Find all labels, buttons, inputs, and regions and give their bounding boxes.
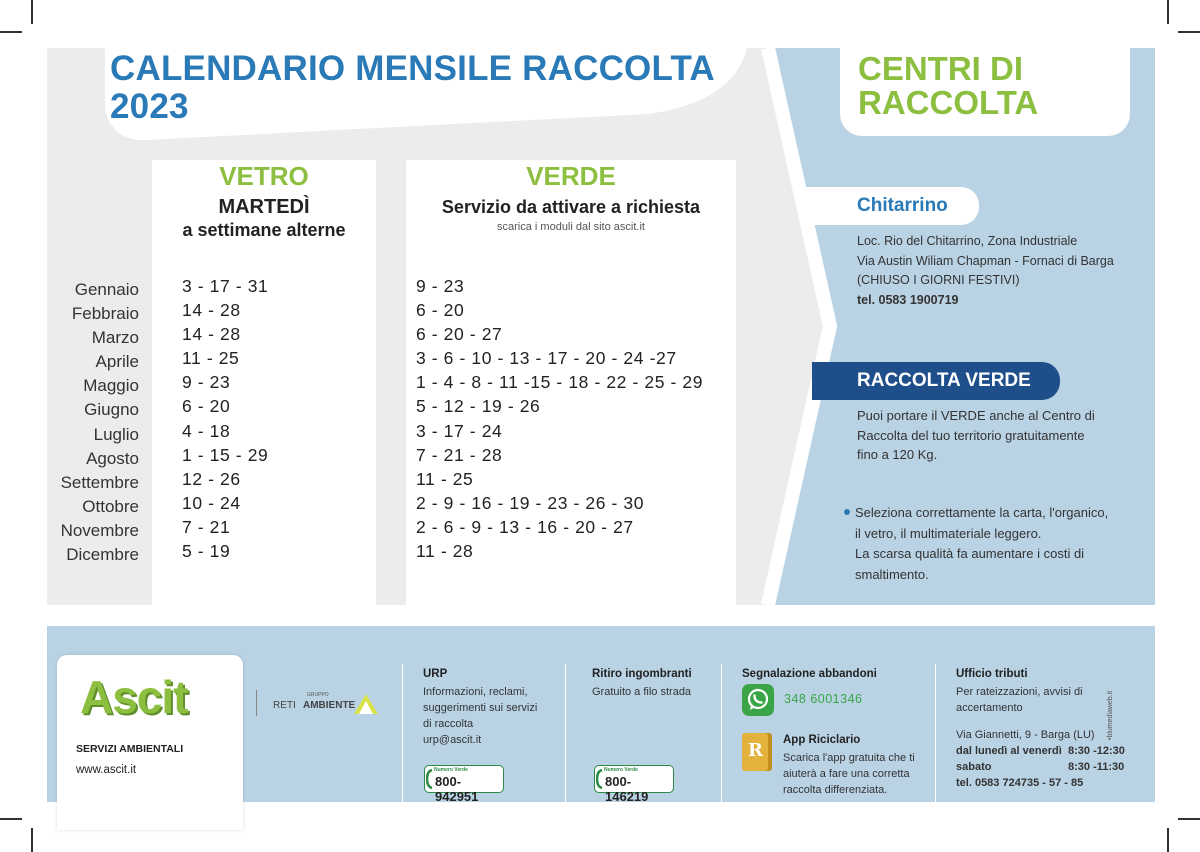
- tributi-text: [956, 684, 1083, 716]
- urp-phone-badge[interactable]: [424, 765, 504, 804]
- verde-dates: 7 - 21 - 28: [416, 444, 503, 465]
- website-link[interactable]: www.ascit.it: [76, 764, 137, 776]
- tips-line: smaltimento.: [855, 566, 929, 582]
- tributi-line: accertamento: [956, 702, 1023, 714]
- verde-dates: 3 - 6 - 10 - 13 - 17 - 20 - 24 -27: [416, 348, 677, 369]
- ingombranti-title: Ritiro ingombranti: [592, 668, 692, 680]
- month-label: Dicembre: [66, 545, 139, 565]
- tributi-phone: tel. 0583 724735 - 57 - 85: [956, 777, 1084, 789]
- vetro-dates: 11 - 25: [182, 348, 240, 369]
- centri-title-line1: CENTRI DI: [858, 50, 1023, 87]
- whatsapp-glyph: [742, 684, 774, 716]
- footer-divider: [935, 664, 936, 802]
- location-phone: tel. 0583 1900719: [857, 292, 959, 307]
- logo-tagline: SERVIZI AMBIENTALI: [76, 743, 184, 755]
- abbandoni-title: Segnalazione abbandoni: [742, 668, 877, 680]
- verde-dates: 3 - 17 - 24: [416, 420, 503, 441]
- month-label: Novembre: [60, 520, 139, 540]
- centri-title-line2: RACCOLTA: [858, 84, 1039, 121]
- verde-dates: 11 - 25: [416, 468, 474, 489]
- month-label: Gennaio: [74, 280, 139, 299]
- tributi-line: Per rateizzazioni, avvisi di: [956, 686, 1083, 698]
- ascit-logo: Ascit: [80, 671, 188, 723]
- vetro-dates: 12 - 26: [182, 468, 241, 489]
- phone-icon: [596, 769, 604, 789]
- riciclario-app-icon: [742, 733, 772, 771]
- app-line: raccolta differenziata.: [783, 784, 888, 796]
- whatsapp-number[interactable]: 348 6001346: [784, 692, 863, 706]
- footer-divider: [721, 664, 722, 802]
- vetro-dates: 10 - 24: [182, 492, 241, 513]
- vetro-title: VETRO: [219, 161, 309, 191]
- urp-line: di raccolta: [423, 718, 474, 730]
- location-name: Chitarrino: [857, 195, 948, 216]
- badge-label: Numero Verde: [604, 767, 638, 773]
- verde-dates: 5 - 12 - 19 - 26: [416, 396, 541, 417]
- month-label: Maggio: [83, 376, 139, 396]
- month-label: Febbraio: [71, 304, 139, 324]
- vetro-dates: 1 - 15 - 29: [182, 444, 269, 465]
- verde-service: Servizio da attivare a richiesta: [441, 197, 701, 217]
- verde-dates: 11 - 28: [416, 541, 474, 562]
- month-label: Marzo: [91, 328, 139, 348]
- partner-logo: [273, 692, 383, 716]
- verde-dates: 6 - 20 - 27: [416, 324, 503, 345]
- raccolta-verde-title: RACCOLTA VERDE: [857, 370, 1031, 391]
- vetro-dates: 5 - 19: [182, 541, 231, 562]
- tributi-weekday-hours: 8:30 -12:30: [1068, 745, 1125, 757]
- tips-line: Seleziona correttamente la carta, l'organico,: [855, 505, 1109, 520]
- vetro-dates: 3 - 17 - 31: [182, 276, 269, 296]
- tributi-saturday-hours: 8:30 -11:30: [1068, 761, 1125, 773]
- vetro-day: MARTEDÌ: [218, 196, 310, 218]
- raccolta-verde-text: [857, 406, 1095, 465]
- vetro-dates: 14 - 28: [182, 300, 241, 321]
- crop-mark: [31, 0, 33, 24]
- urp-text: [423, 684, 537, 748]
- month-label: Settembre: [60, 472, 139, 492]
- vetro-dates: 6 - 20: [182, 396, 231, 417]
- app-line: Scarica l'app gratuita che ti: [783, 752, 915, 764]
- address-line: Loc. Rio del Chitarrino, Zona Industriale: [857, 234, 1078, 248]
- vetro-dates: 9 - 23: [182, 372, 231, 393]
- month-label: Giugno: [84, 400, 139, 420]
- verde-note: scarica i moduli dal sito ascit.it: [497, 221, 645, 233]
- tips-line: il vetro, il multimateriale leggero.: [855, 525, 1042, 541]
- riciclario-letter: R: [748, 740, 763, 761]
- verde-dates: 6 - 20: [416, 300, 465, 321]
- partner-reti: RETI: [273, 700, 296, 711]
- crop-mark: [1167, 0, 1169, 24]
- verde-title: VERDE: [526, 161, 616, 191]
- vetro-dates: 4 - 18: [182, 420, 231, 441]
- crop-mark: [31, 828, 33, 852]
- raccolta-verde-line: fino a 120 Kg.: [857, 447, 938, 462]
- tributi-saturday-label: sabato: [956, 761, 992, 773]
- month-label: Luglio: [93, 424, 139, 444]
- bullet-icon: [844, 509, 850, 515]
- vetro-dates: 14 - 28: [182, 324, 241, 345]
- address-line: (CHIUSO I GIORNI FESTIVI): [857, 273, 1020, 287]
- app-text: [783, 750, 915, 798]
- centri-title: [858, 52, 1038, 120]
- app-title: App Riciclario: [783, 734, 861, 746]
- ingombranti-phone-badge[interactable]: [594, 765, 674, 804]
- triangle-icon: [353, 693, 379, 715]
- month-label: Aprile: [95, 352, 139, 372]
- raccolta-verde-line: Puoi portare il VERDE anche al Centro di: [857, 408, 1095, 423]
- whatsapp-icon: [742, 684, 774, 716]
- footer-divider: [402, 664, 403, 802]
- address-line: Via Austin Wiliam Chapman - Fornaci di Barga: [857, 253, 1114, 268]
- partner-divider: [256, 690, 257, 716]
- urp-line: Informazioni, reclami,: [423, 686, 528, 698]
- crop-mark: [0, 31, 22, 33]
- location-address: [857, 232, 1114, 310]
- ingombranti-text: Gratuito a filo strada: [592, 686, 692, 698]
- month-list: [47, 278, 139, 567]
- ingombranti-phone: 800-146219: [605, 774, 649, 804]
- tributi-title: Ufficio tributi: [956, 668, 1028, 680]
- tips-line: La scarsa qualità fa aumentare i costi di: [855, 546, 1085, 561]
- vetro-date-list: [182, 274, 268, 563]
- badge-label: Numero Verde: [434, 767, 468, 773]
- urp-line: suggerimenti sui servizi: [423, 702, 538, 714]
- phone-icon: [426, 769, 434, 789]
- verde-dates: 1 - 4 - 8 - 11 -15 - 18 - 22 - 25 - 29: [416, 372, 704, 393]
- crop-mark: [0, 818, 22, 820]
- raccolta-verde-line: Raccolta del tuo territorio gratuitamente: [857, 427, 1085, 443]
- tributi-address: Via Giannetti, 9 - Barga (LU): [956, 729, 1095, 741]
- tributi-weekday-label: dal lunedì al venerdì: [956, 745, 1062, 757]
- partner-ambiente: AMBIENTE: [303, 700, 356, 711]
- vetro-frequency: a settimane alterne: [182, 220, 346, 240]
- tips-text: [855, 503, 1108, 585]
- verde-date-list: [416, 274, 703, 563]
- app-line: aiuterà a fare una corretta: [783, 768, 910, 780]
- footer-divider: [565, 664, 566, 802]
- page-title: CALENDARIO MENSILE RACCOLTA: [110, 49, 715, 88]
- month-label: Ottobre: [82, 496, 139, 516]
- credit-text: •blumediaweb.it: [1107, 690, 1114, 740]
- vetro-dates: 7 - 21: [182, 516, 231, 537]
- page-title-year: 2023: [110, 87, 189, 126]
- crop-mark: [1167, 828, 1169, 852]
- crop-mark: [1178, 818, 1200, 820]
- urp-email[interactable]: urp@ascit.it: [423, 734, 482, 746]
- verde-dates: 9 - 23: [416, 276, 465, 296]
- verde-dates: 2 - 9 - 16 - 19 - 23 - 26 - 30: [416, 492, 645, 513]
- partner-small: GRUPPO: [307, 692, 329, 698]
- urp-phone: 800-942951: [435, 774, 479, 804]
- month-label: Agosto: [86, 448, 139, 468]
- crop-mark: [1178, 31, 1200, 33]
- verde-dates: 2 - 6 - 9 - 13 - 16 - 20 - 27: [416, 516, 634, 537]
- urp-title: URP: [423, 668, 448, 680]
